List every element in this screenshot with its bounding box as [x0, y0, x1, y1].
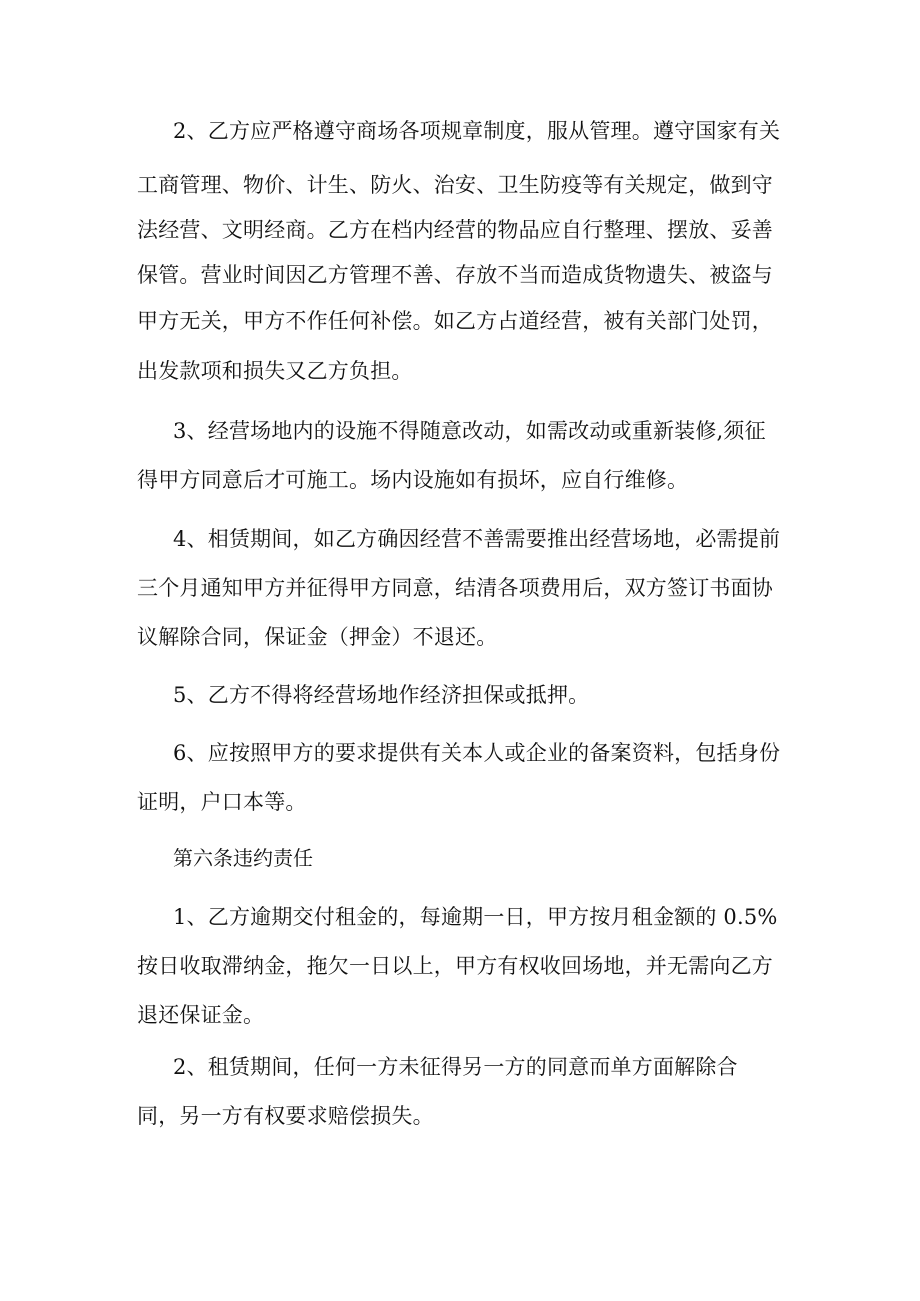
- breach-clause-2-line-1: 2、租赁期间，任何一方未征得另一方的同意而单方面解除合: [173, 1055, 738, 1079]
- clause-6-line-2: 证明，户口本等。: [137, 790, 307, 814]
- clause-2-line-1: 2、乙方应严格遵守商场各项规章制度，服从管理。遵守国家有关: [173, 119, 781, 143]
- clause-2-line-2: 工商管理、物价、计生、防火、治安、卫生防疫等有关规定，做到守: [137, 173, 773, 197]
- clause-2-line-3: 法经营、文明经商。乙方在档内经营的物品应自行整理、摆放、妥善: [137, 218, 773, 242]
- breach-clause-1-line-1: 1、乙方逾期交付租金的，每逾期一日，甲方按月租金额的 0.5%: [173, 905, 778, 929]
- clause-6-line-1: 6、应按照甲方的要求提供有关本人或企业的备案资料，包括身份: [173, 741, 781, 765]
- clause-4-line-1: 4、相赁期间，如乙方确因经营不善需要推出经营场地，必需提前: [173, 527, 781, 551]
- breach-clause-1-line-2: 按日收取滞纳金，拖欠一日以上，甲方有权收回场地，并无需向乙方: [137, 954, 773, 978]
- clause-2-line-5: 甲方无关，甲方不作任何补偿。如乙方占道经营，被有关部门处罚，: [137, 309, 773, 333]
- article-6-heading: 第六条违约责任: [173, 846, 313, 870]
- clause-3-line-1: 3、经营场地内的设施不得随意改动，如需改动或重新装修,须征: [173, 419, 766, 443]
- clause-2-line-6: 出发款项和损失又乙方负担。: [137, 359, 413, 383]
- clause-2-line-4: 保管。营业时间因乙方管理不善、存放不当而造成货物遗失、被盗与: [137, 263, 773, 287]
- clause-5-line-1: 5、乙方不得将经营场地作经济担保或抵押。: [173, 683, 590, 707]
- clause-4-line-2: 三个月通知甲方并征得甲方同意，结清各项费用后，双方签订书面协: [137, 576, 773, 600]
- clause-4-line-3: 议解除合同，保证金（押金）不退还。: [137, 625, 498, 649]
- breach-clause-2-line-2: 同，另一方有权要求赔偿损失。: [137, 1104, 434, 1128]
- breach-clause-1-line-3: 退还保证金。: [137, 1003, 265, 1027]
- clause-3-line-2: 得甲方同意后才可施工。场内设施如有损坏，应自行维修。: [137, 468, 689, 492]
